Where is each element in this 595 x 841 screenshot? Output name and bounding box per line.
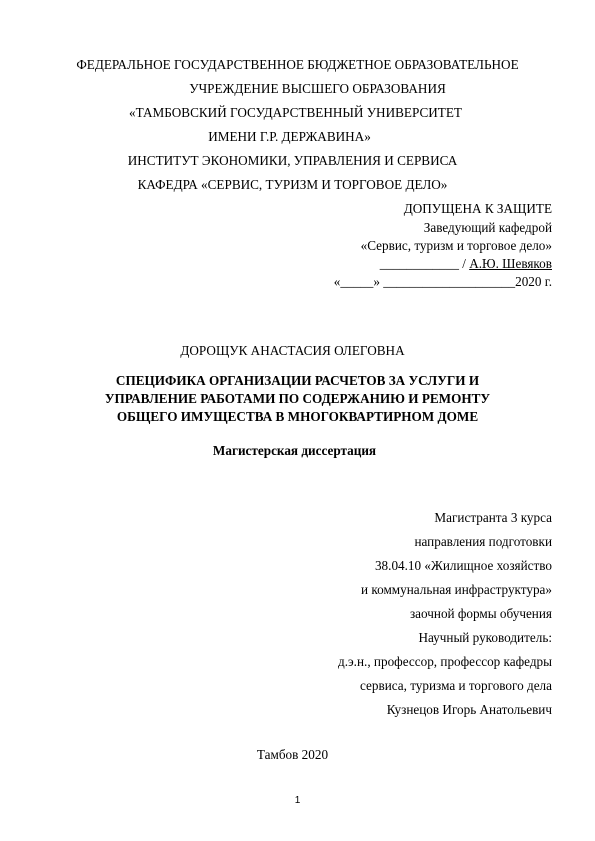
student-info-line-7: д.э.н., профессор, профессор кафедры <box>338 654 552 669</box>
thesis-title-line-2: УПРАВЛЕНИЕ РАБОТАМИ ПО СОДЕРЖАНИЮ И РЕМОНТУ <box>104 391 491 406</box>
approval-role: Заведующий кафедрой <box>423 220 552 235</box>
signature-separator: / <box>458 256 470 271</box>
page-number: 1 <box>294 795 301 806</box>
student-info-line-3: 38.04.10 «Жилищное хозяйство <box>374 558 552 573</box>
approval-signature <box>380 256 552 272</box>
header-line-4: ИМЕНИ Г.Р. ДЕРЖАВИНА» <box>208 129 371 144</box>
approval-heading: ДОПУЩЕНА К ЗАЩИТЕ <box>403 201 552 216</box>
student-info-line-1: Магистранта 3 курса <box>434 510 552 525</box>
student-info-line-4: и коммунальная инфраструктура» <box>361 582 552 597</box>
approval-department: «Сервис, туризм и торговое дело» <box>360 238 552 253</box>
work-type: Магистерская диссертация <box>212 443 377 458</box>
header-line-6: КАФЕДРА «СЕРВИС, ТУРИЗМ И ТОРГОВОЕ ДЕЛО» <box>137 177 448 192</box>
student-info-line-8: сервиса, туризма и торгового дела <box>360 678 552 693</box>
author-name: ДОРОЩУК АНАСТАСИЯ ОЛЕГОВНА <box>180 343 405 358</box>
student-info-line-5: заочной формы обучения <box>409 606 552 621</box>
header-line-1: ФЕДЕРАЛЬНОЕ ГОСУДАРСТВЕННОЕ БЮДЖЕТНОЕ ОБРАЗОВАТЕЛЬНОЕ <box>76 57 519 72</box>
student-info-line-9: Кузнецов Игорь Анатольевич <box>386 702 552 717</box>
thesis-title <box>80 372 515 426</box>
head-name: А.Ю. Шевяков <box>469 256 552 271</box>
header-line-2: УЧРЕЖДЕНИЕ ВЫСШЕГО ОБРАЗОВАНИЯ <box>189 81 446 96</box>
header-line-3: «ТАМБОВСКИЙ ГОСУДАРСТВЕННЫЙ УНИВЕРСИТЕТ <box>129 105 462 120</box>
approval-date-line: «_____» ____________________2020 г. <box>333 274 552 289</box>
student-info-line-2: направления подготовки <box>414 534 552 549</box>
student-info-line-6: Научный руководитель: <box>418 630 552 645</box>
city-year: Тамбов 2020 <box>256 747 329 762</box>
signature-blank: ____________ <box>379 256 459 271</box>
thesis-title-line-1: СПЕЦИФИКА ОРГАНИЗАЦИИ РАСЧЕТОВ ЗА УСЛУГИ И <box>115 373 480 388</box>
header-line-5: ИНСТИТУТ ЭКОНОМИКИ, УПРАВЛЕНИЯ И СЕРВИСА <box>127 153 458 168</box>
thesis-title-line-3: ОБЩЕГО ИМУЩЕСТВА В МНОГОКВАРТИРНОМ ДОМЕ <box>116 409 479 424</box>
